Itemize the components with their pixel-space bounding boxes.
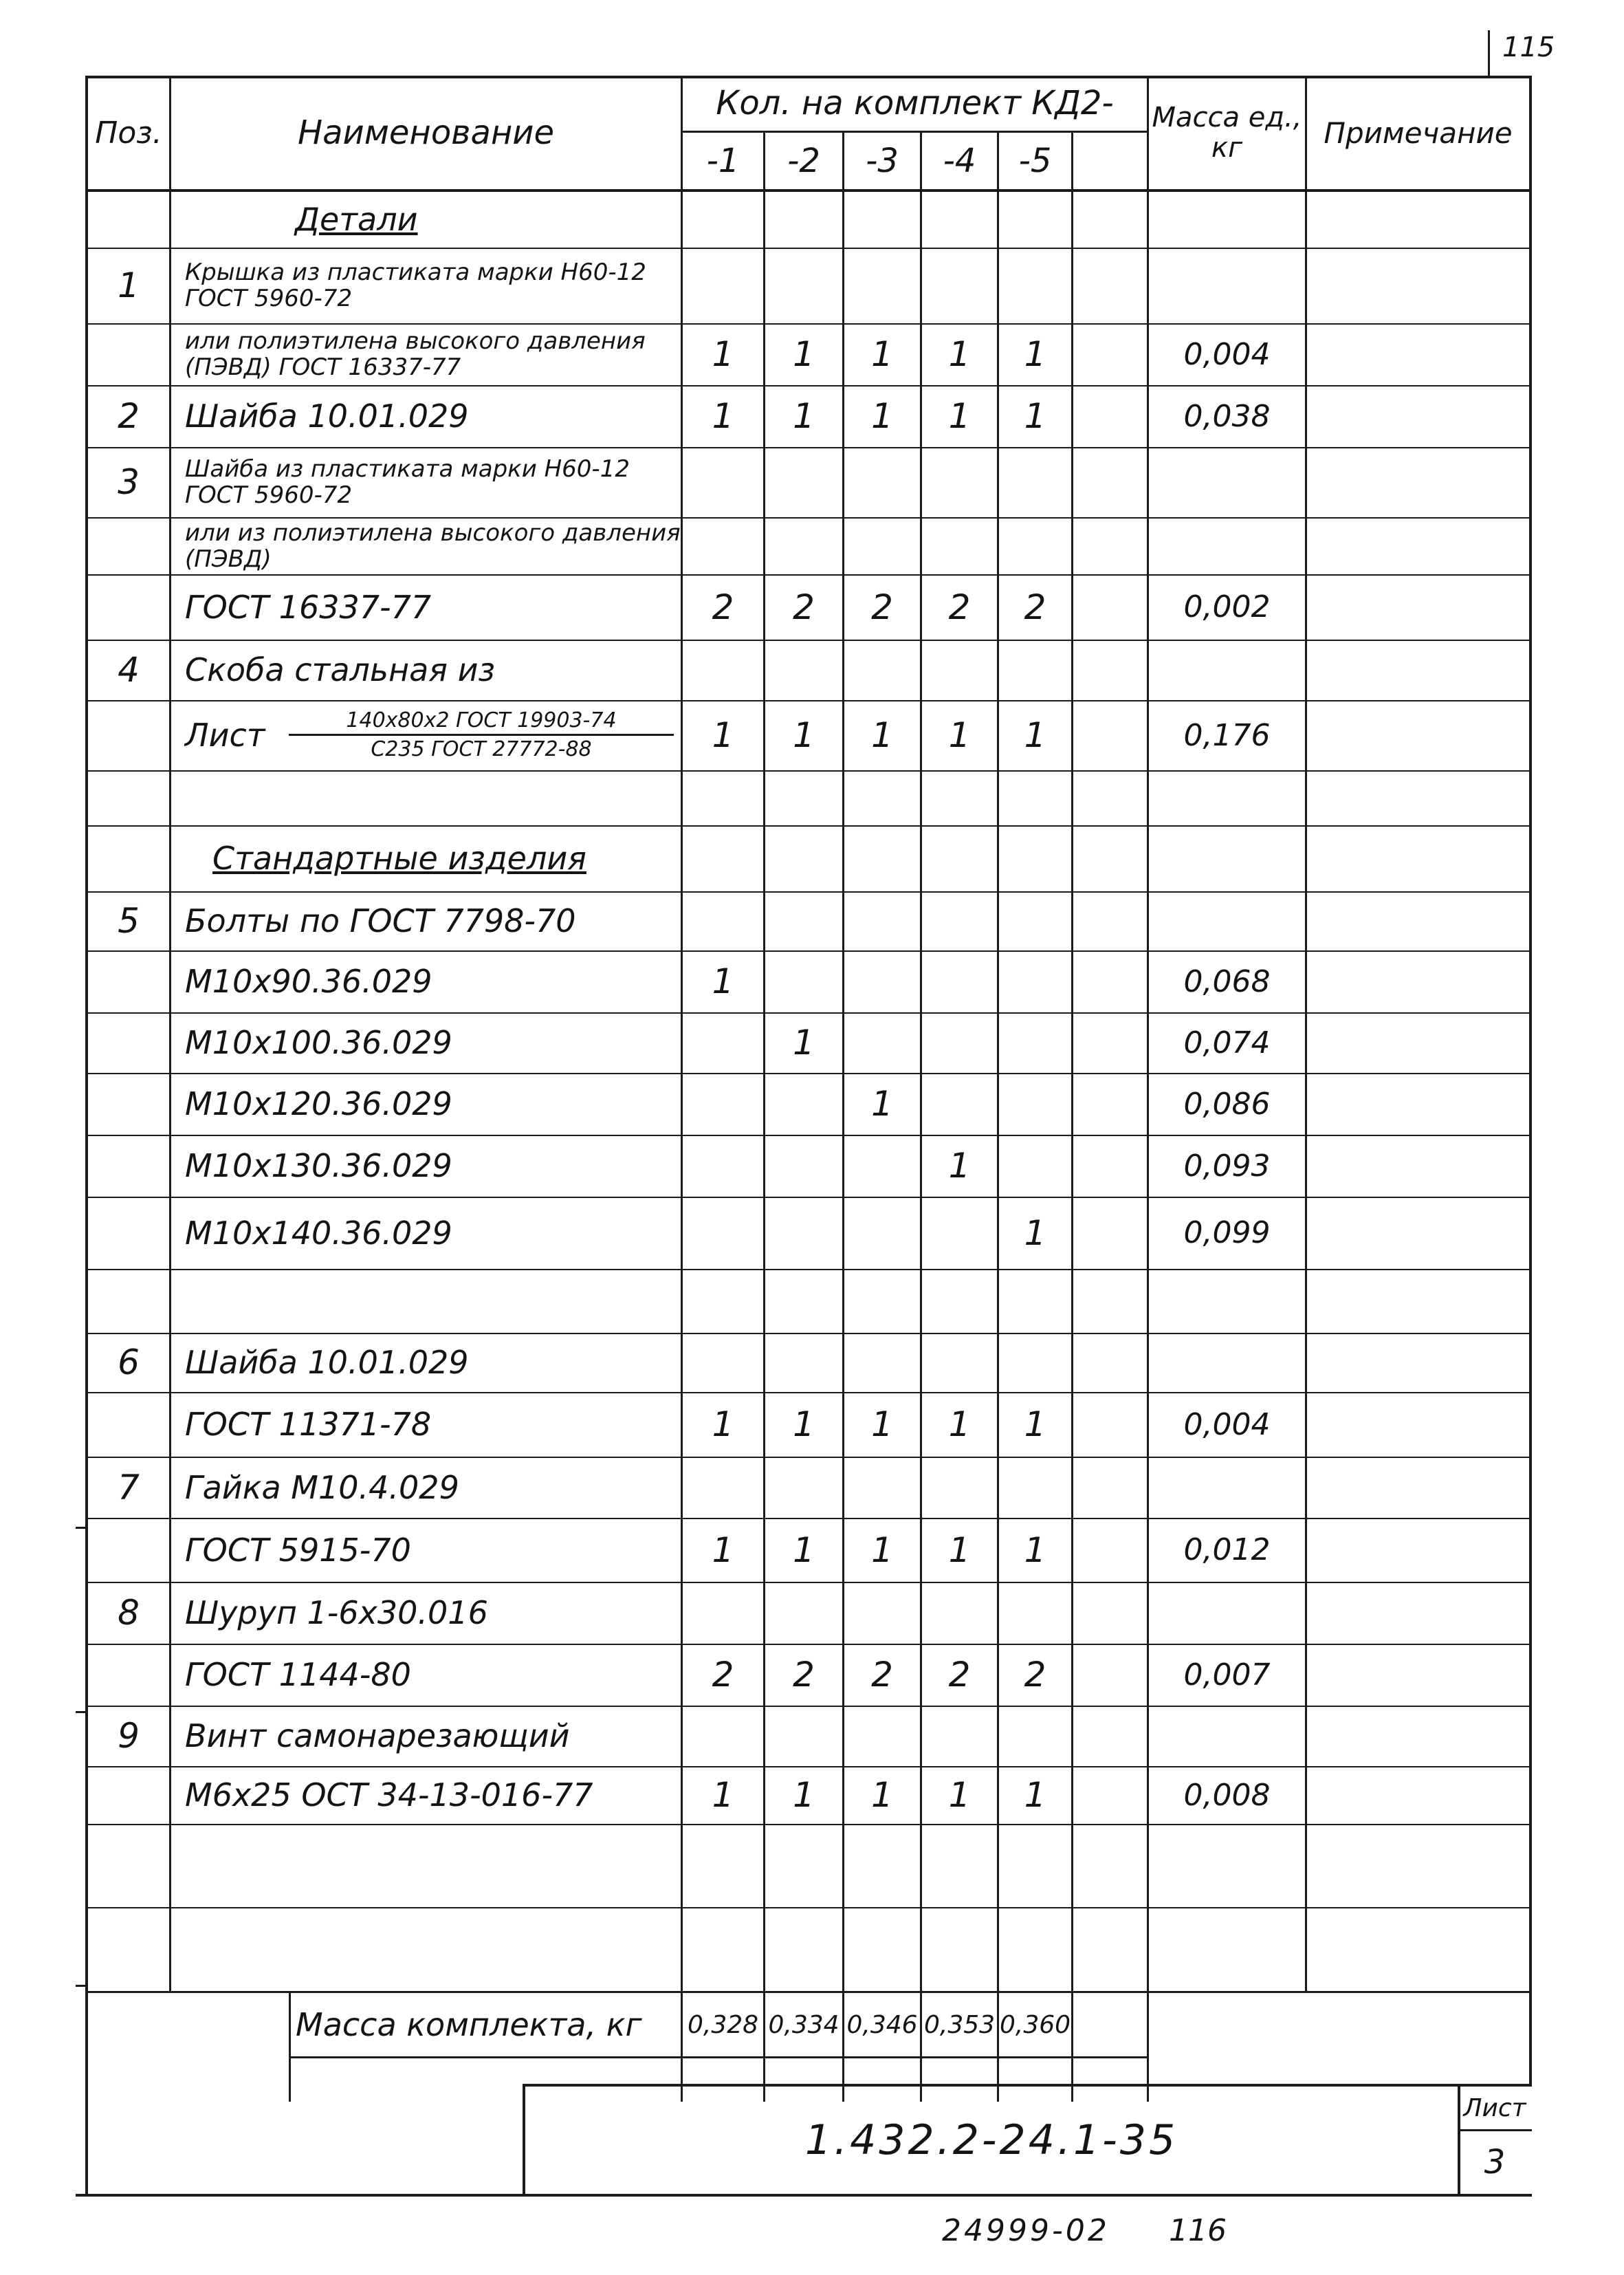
- row-qty-variant-4: [922, 1269, 997, 1333]
- row-position: 3: [118, 462, 140, 502]
- row-position: [88, 517, 169, 574]
- row-mass: [1149, 1457, 1305, 1518]
- row-position: [88, 1766, 169, 1824]
- row-qty-variant-3: 1: [871, 1084, 893, 1124]
- row-name: М10х140.36.029: [185, 1214, 452, 1252]
- row-qty-variant-4: 1: [948, 1146, 971, 1186]
- row-qty-variant-1: 2: [712, 587, 734, 627]
- row-qty-variant-4: 1: [948, 1404, 971, 1444]
- row-qty-variant-5: [999, 1457, 1071, 1518]
- row-qty-variant-5: [999, 1073, 1071, 1135]
- row-qty-variant-1: [683, 1333, 763, 1392]
- row-qty-variant-4: 2: [948, 587, 971, 627]
- row-name: Гайка М10.4.029: [185, 1468, 459, 1506]
- header-variant-5: -5: [1018, 142, 1052, 180]
- row-qty-variant-2: 1: [793, 1023, 815, 1063]
- row-name: [185, 1269, 681, 1333]
- row-qty-variant-4: [922, 1706, 997, 1766]
- row-name: М6х25 ОСТ 34-13-016-77: [185, 1776, 593, 1814]
- sheet-fraction-numerator: 140х80х2 ГОСТ 19903-74: [289, 708, 674, 736]
- row-qty-variant-5: 1: [1024, 1530, 1046, 1570]
- row-mass: 0,099: [1183, 1215, 1271, 1250]
- row-name: ГОСТ 1144-80: [185, 1656, 411, 1693]
- row-qty-variant-5: [999, 770, 1071, 825]
- row-qty-variant-4: 1: [948, 1775, 971, 1815]
- row-name: [185, 1824, 681, 1907]
- row-mass: [1149, 1269, 1305, 1333]
- row-mass: [1149, 248, 1305, 323]
- total-value-4: 0,353: [923, 2010, 996, 2039]
- row-qty-variant-4: [922, 825, 997, 891]
- row-position: 2: [118, 396, 140, 436]
- row-qty-variant-1: [683, 1457, 763, 1518]
- row-name: ГОСТ 16337-77: [185, 588, 432, 626]
- row-qty-variant-5: [999, 1012, 1071, 1073]
- row-qty-variant-2: [765, 1706, 842, 1766]
- row-position: 7: [118, 1467, 140, 1507]
- row-qty-variant-2: [765, 1073, 842, 1135]
- row-mass: 0,007: [1183, 1657, 1271, 1692]
- row-qty-variant-4: [922, 640, 997, 700]
- row-qty-variant-1: 1: [712, 961, 734, 1001]
- row-mass: [1149, 1706, 1305, 1766]
- row-qty-variant-1: 1: [712, 396, 734, 436]
- header-mass: Масса ед., кг: [1152, 102, 1302, 164]
- row-position: [88, 1197, 169, 1269]
- row-qty-variant-3: 1: [871, 715, 893, 755]
- row-qty-variant-2: [765, 191, 842, 248]
- header-qty-group: Кол. на комплект КД2-: [716, 84, 1114, 122]
- row-name: ГОСТ 11371-78: [185, 1406, 432, 1443]
- row-qty-variant-4: [922, 517, 997, 574]
- row-qty-variant-3: [844, 191, 920, 248]
- row-qty-variant-2: 1: [793, 1775, 815, 1815]
- row-qty-variant-1: 1: [712, 334, 734, 374]
- margin-tick: [76, 1985, 88, 1987]
- row-qty-variant-4: [922, 447, 997, 517]
- row-qty-variant-2: 1: [793, 715, 815, 755]
- row-qty-variant-5: [999, 248, 1071, 323]
- row-position: [88, 950, 169, 1012]
- row-qty-variant-2: [765, 1197, 842, 1269]
- row-mass: [1149, 1333, 1305, 1392]
- row-qty-variant-4: [922, 191, 997, 248]
- row-position: [88, 825, 169, 891]
- row-qty-variant-3: [844, 1582, 920, 1644]
- row-mass: 0,004: [1183, 336, 1271, 372]
- row-name: или из полиэтилена высокого давления (ПЭВД): [185, 519, 681, 573]
- total-label: Масса комплекта, кг: [296, 2006, 642, 2043]
- row-qty-variant-2: 2: [793, 1655, 815, 1695]
- row-qty-variant-3: [844, 1457, 920, 1518]
- total-label-left: [289, 1991, 291, 2102]
- row-qty-variant-1: 2: [712, 1655, 734, 1695]
- row-qty-variant-2: [765, 1582, 842, 1644]
- row-name: Шайба 10.01.029: [185, 1344, 469, 1381]
- row-qty-variant-2: [765, 1824, 842, 1907]
- row-mass: [1149, 517, 1305, 574]
- header-pos: Поз.: [95, 115, 162, 151]
- row-position: [88, 574, 169, 640]
- row-name: М10х130.36.029: [185, 1147, 452, 1184]
- row-qty-variant-1: [683, 1269, 763, 1333]
- margin-tick: [76, 1711, 88, 1713]
- row-name: ГОСТ 5915-70: [185, 1531, 411, 1569]
- row-qty-variant-2: [765, 1907, 842, 1991]
- row-qty-variant-5: 1: [1024, 715, 1046, 755]
- row-qty-variant-1: [683, 1582, 763, 1644]
- row-position: [88, 1824, 169, 1907]
- row-position: [88, 1012, 169, 1073]
- row-qty-variant-5: 1: [1024, 396, 1046, 436]
- row-name: Лист: [185, 717, 265, 754]
- page-number-tick: [1488, 30, 1490, 78]
- row-qty-variant-5: [999, 447, 1071, 517]
- row-qty-variant-3: [844, 1012, 920, 1073]
- col-line: [169, 76, 171, 1991]
- row-mass: [1149, 770, 1305, 825]
- row-position: [88, 1644, 169, 1706]
- header-variant-1: -1: [706, 142, 740, 180]
- archive-number: 24999-02: [942, 2213, 1110, 2248]
- row-qty-variant-1: [683, 517, 763, 574]
- row-qty-variant-1: [683, 1706, 763, 1766]
- row-position: [88, 1907, 169, 1991]
- row-qty-variant-3: 2: [871, 587, 893, 627]
- row-qty-variant-4: [922, 1012, 997, 1073]
- row-name: Шайба из пластиката марки Н60-12 ГОСТ 5960-72: [185, 455, 630, 509]
- row-name: [185, 770, 681, 825]
- header-variant-3: -3: [866, 142, 899, 180]
- row-mass: [1149, 640, 1305, 700]
- row-qty-variant-5: [999, 191, 1071, 248]
- row-name: М10х90.36.029: [185, 963, 432, 1000]
- total-value-3: 0,346: [846, 2010, 918, 2039]
- row-qty-variant-4: 2: [948, 1655, 971, 1695]
- row-qty-variant-3: 1: [871, 1530, 893, 1570]
- row-mass: 0,086: [1183, 1086, 1271, 1122]
- row-qty-variant-4: [922, 891, 997, 950]
- sheet-fraction: [289, 708, 674, 761]
- row-mass: [1149, 447, 1305, 517]
- row-position: [88, 1135, 169, 1197]
- row-qty-variant-3: [844, 1269, 920, 1333]
- row-qty-variant-1: [683, 1824, 763, 1907]
- row-qty-variant-5: 1: [1024, 1775, 1046, 1815]
- row-mass: [1149, 1582, 1305, 1644]
- row-position: 1: [118, 265, 140, 305]
- row-qty-variant-1: [683, 640, 763, 700]
- row-qty-variant-1: 1: [712, 715, 734, 755]
- sheet-fraction-denominator: С235 ГОСТ 27772-88: [371, 737, 592, 761]
- row-name: Болты по ГОСТ 7798-70: [185, 902, 576, 939]
- row-qty-variant-5: [999, 825, 1071, 891]
- row-mass: [1149, 825, 1305, 891]
- row-qty-variant-3: [844, 950, 920, 1012]
- row-qty-variant-4: [922, 1197, 997, 1269]
- row-mass: 0,012: [1183, 1532, 1271, 1567]
- row-qty-variant-3: 1: [871, 396, 893, 436]
- row-position: [88, 1518, 169, 1582]
- row-qty-variant-5: [999, 1907, 1071, 1991]
- total-value-1: 0,328: [687, 2010, 759, 2039]
- total-value-5: 0,360: [999, 2010, 1071, 2039]
- row-qty-variant-2: [765, 950, 842, 1012]
- document-code: 1.432.2-24.1-35: [804, 2116, 1178, 2164]
- row-qty-variant-2: 1: [793, 1404, 815, 1444]
- row-position: [88, 191, 169, 248]
- section-heading: Стандартные изделия: [212, 840, 586, 877]
- row-qty-variant-4: [922, 1582, 997, 1644]
- row-qty-variant-2: [765, 770, 842, 825]
- row-qty-variant-2: [765, 447, 842, 517]
- row-qty-variant-4: 1: [948, 1530, 971, 1570]
- row-qty-variant-3: [844, 248, 920, 323]
- row-qty-variant-1: [683, 248, 763, 323]
- row-qty-variant-4: [922, 1073, 997, 1135]
- row-mass: 0,008: [1183, 1777, 1271, 1813]
- row-qty-variant-4: [922, 1824, 997, 1907]
- row-qty-variant-1: [683, 770, 763, 825]
- row-position: 4: [118, 650, 140, 690]
- row-qty-variant-3: [844, 1706, 920, 1766]
- row-qty-variant-3: [844, 891, 920, 950]
- header-note: Примечание: [1324, 116, 1513, 150]
- row-qty-variant-3: 1: [871, 1775, 893, 1815]
- row-qty-variant-2: [765, 825, 842, 891]
- row-qty-variant-5: [999, 1824, 1071, 1907]
- row-mass: 0,004: [1183, 1406, 1271, 1442]
- row-qty-variant-5: [999, 1333, 1071, 1392]
- row-position: [88, 1073, 169, 1135]
- row-qty-variant-4: 1: [948, 715, 971, 755]
- row-qty-variant-5: [999, 950, 1071, 1012]
- row-qty-variant-1: 1: [712, 1404, 734, 1444]
- row-position: [88, 1269, 169, 1333]
- header-variant-4: -4: [943, 142, 976, 180]
- row-qty-variant-3: [844, 825, 920, 891]
- row-qty-variant-2: [765, 1269, 842, 1333]
- row-qty-variant-5: [999, 1135, 1071, 1197]
- row-position: [88, 323, 169, 385]
- row-qty-variant-1: [683, 191, 763, 248]
- row-qty-variant-5: [999, 891, 1071, 950]
- row-mass: [1149, 891, 1305, 950]
- row-qty-variant-3: 1: [871, 1404, 893, 1444]
- frame-bottom: [76, 2194, 1532, 2197]
- row-qty-variant-2: 2: [793, 587, 815, 627]
- row-qty-variant-2: [765, 1457, 842, 1518]
- row-position: [88, 700, 169, 770]
- row-name: Винт самонарезающий: [185, 1717, 570, 1754]
- sheet-label: Лист: [1463, 2093, 1526, 2122]
- row-position: 5: [118, 901, 140, 941]
- row-qty-variant-5: [999, 1582, 1071, 1644]
- row-qty-variant-3: [844, 770, 920, 825]
- row-qty-variant-3: [844, 1824, 920, 1907]
- row-qty-variant-5: [999, 1706, 1071, 1766]
- row-position: 9: [118, 1716, 140, 1756]
- margin-tick: [76, 1527, 88, 1529]
- row-name: или полиэтилена высокого давления (ПЭВД) ГОСТ 16337-77: [185, 327, 646, 381]
- frame-right: [1529, 76, 1532, 2084]
- row-qty-variant-5: [999, 1269, 1071, 1333]
- row-qty-variant-1: [683, 891, 763, 950]
- row-qty-variant-3: [844, 447, 920, 517]
- row-qty-variant-2: [765, 891, 842, 950]
- row-qty-variant-1: [683, 1907, 763, 1991]
- row-qty-variant-2: 1: [793, 1530, 815, 1570]
- row-mass: 0,093: [1183, 1148, 1271, 1184]
- row-mass: 0,038: [1183, 398, 1271, 434]
- row-qty-variant-2: [765, 640, 842, 700]
- row-mass: 0,074: [1183, 1025, 1271, 1060]
- row-mass: [1149, 1907, 1305, 1991]
- row-qty-variant-4: [922, 770, 997, 825]
- row-name: Шайба 10.01.029: [185, 398, 469, 435]
- row-qty-variant-1: [683, 825, 763, 891]
- row-name: Скоба стальная из: [185, 651, 495, 688]
- section-heading: Детали: [295, 201, 418, 238]
- row-mass: 0,176: [1183, 717, 1271, 753]
- header-name: Наименование: [297, 113, 554, 152]
- row-qty-variant-1: [683, 1012, 763, 1073]
- row-qty-variant-1: [683, 1197, 763, 1269]
- row-qty-variant-3: 2: [871, 1655, 893, 1695]
- row-mass: 0,002: [1183, 589, 1271, 624]
- row-qty-variant-5: 1: [1024, 334, 1046, 374]
- row-qty-variant-3: [844, 1197, 920, 1269]
- total-value-2: 0,334: [768, 2010, 840, 2039]
- row-qty-variant-1: 1: [712, 1775, 734, 1815]
- header-variant-2: -2: [787, 142, 820, 180]
- col-line: [1305, 76, 1307, 1991]
- row-qty-variant-2: [765, 517, 842, 574]
- row-name: [185, 1907, 681, 1991]
- row-qty-variant-4: [922, 1457, 997, 1518]
- row-qty-variant-5: 2: [1024, 587, 1046, 627]
- row-qty-variant-3: [844, 640, 920, 700]
- row-qty-variant-5: [999, 517, 1071, 574]
- row-qty-variant-3: [844, 517, 920, 574]
- row-position: 8: [118, 1593, 140, 1633]
- row-qty-variant-3: 1: [871, 334, 893, 374]
- row-qty-variant-4: [922, 950, 997, 1012]
- row-qty-variant-1: [683, 1073, 763, 1135]
- row-qty-variant-5: [999, 640, 1071, 700]
- row-mass: 0,068: [1183, 964, 1271, 999]
- row-qty-variant-4: [922, 1907, 997, 1991]
- row-qty-variant-3: [844, 1907, 920, 1991]
- row-qty-variant-2: 1: [793, 334, 815, 374]
- row-position: 6: [118, 1342, 140, 1382]
- total-row-bottom: [289, 2056, 1148, 2058]
- row-qty-variant-3: [844, 1333, 920, 1392]
- page-number-top: 115: [1502, 32, 1555, 63]
- row-qty-variant-4: [922, 1333, 997, 1392]
- row-mass: [1149, 191, 1305, 248]
- row-name: Крышка из пластиката марки Н60-12 ГОСТ 5960-72: [185, 259, 646, 312]
- page-number-bottom: 116: [1169, 2213, 1227, 2248]
- col-line: [1071, 131, 1073, 2102]
- row-qty-variant-1: [683, 1135, 763, 1197]
- sheet-number: 3: [1484, 2143, 1506, 2181]
- row-position: [88, 1392, 169, 1457]
- row-qty-variant-2: [765, 1135, 842, 1197]
- row-qty-variant-1: [683, 447, 763, 517]
- row-qty-variant-4: 1: [948, 334, 971, 374]
- row-name: М10х120.36.029: [185, 1085, 452, 1122]
- row-qty-variant-1: 1: [712, 1530, 734, 1570]
- row-mass: [1149, 1824, 1305, 1907]
- row-qty-variant-2: [765, 1333, 842, 1392]
- row-qty-variant-5: 1: [1024, 1404, 1046, 1444]
- row-qty-variant-2: [765, 248, 842, 323]
- row-name: М10х100.36.029: [185, 1024, 452, 1061]
- row-qty-variant-4: 1: [948, 396, 971, 436]
- row-qty-variant-2: 1: [793, 396, 815, 436]
- row-qty-variant-5: 2: [1024, 1655, 1046, 1695]
- row-qty-variant-4: [922, 248, 997, 323]
- row-position: [88, 770, 169, 825]
- row-qty-variant-3: [844, 1135, 920, 1197]
- row-qty-variant-5: 1: [1024, 1212, 1046, 1253]
- row-name: Шуруп 1-6х30.016: [185, 1594, 488, 1631]
